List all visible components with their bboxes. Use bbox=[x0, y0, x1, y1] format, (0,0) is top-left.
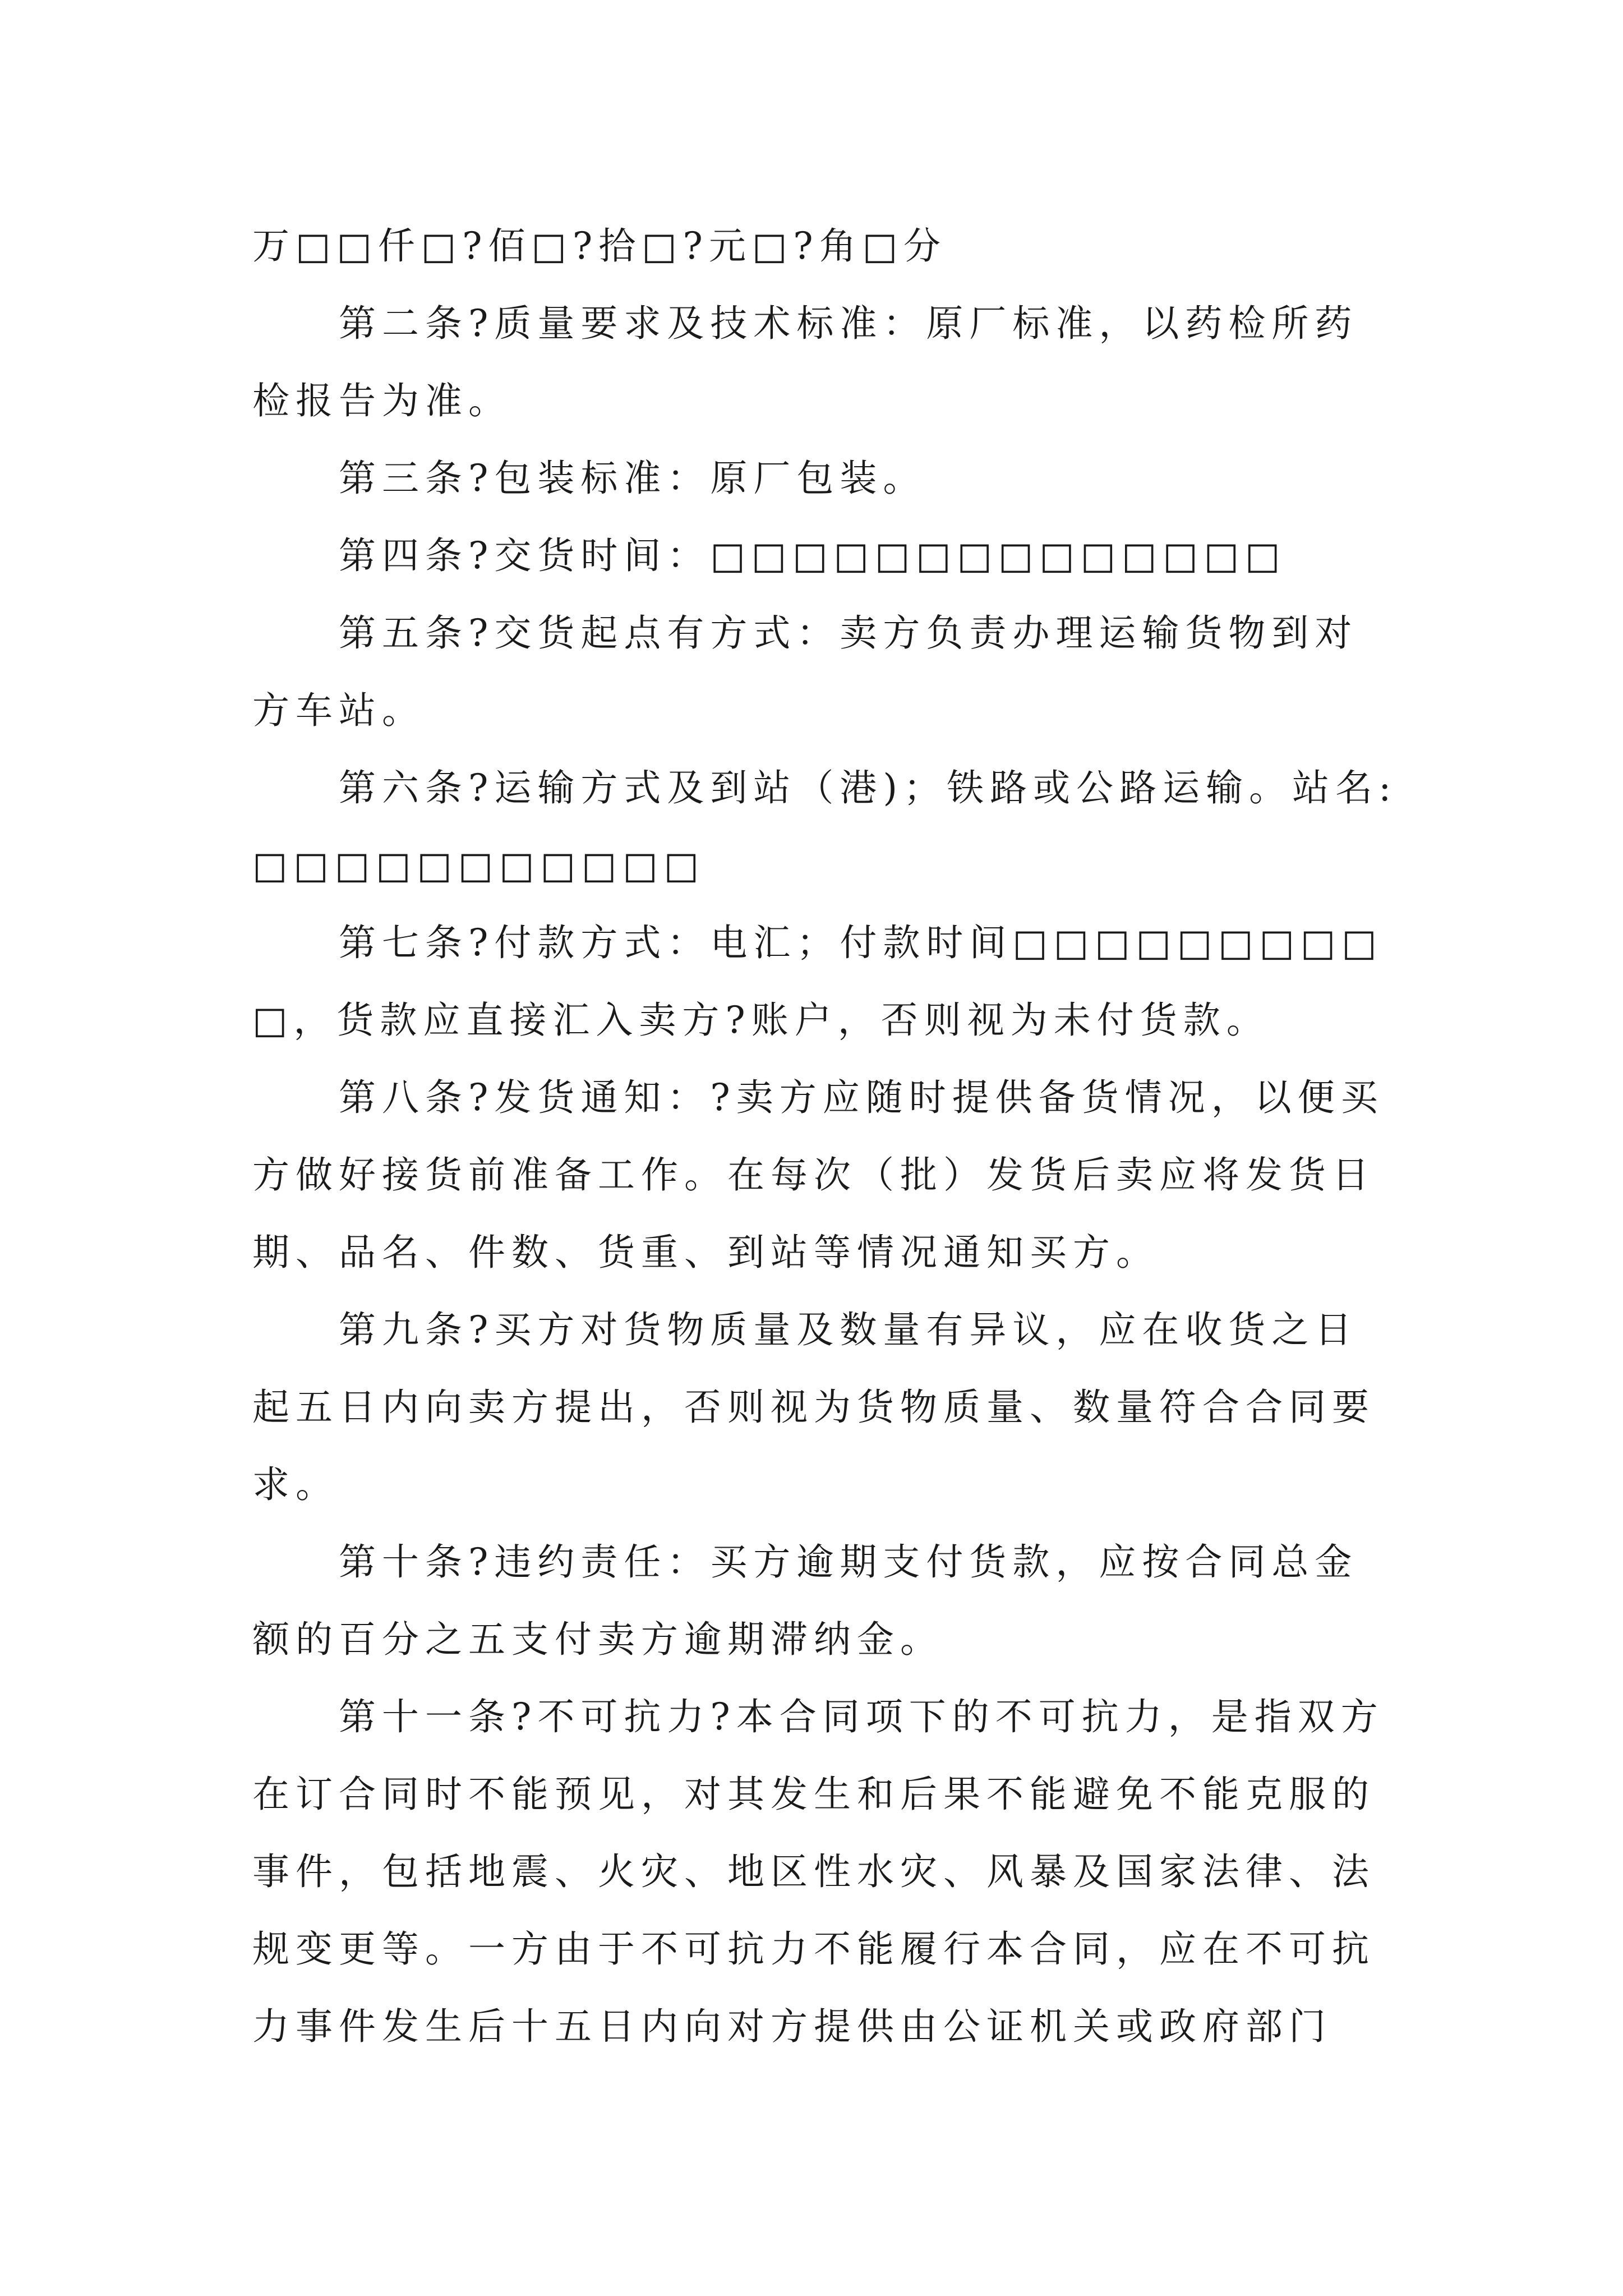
clause-10-line-1: 第十条?违约责任：买方逾期支付货款，应按合同总金 bbox=[339, 1540, 1358, 1584]
clause-7-line-1: 第七条?付款方式：电汇；付款时间□□□□□□□□□ bbox=[339, 921, 1383, 964]
clause-8-line-2: 方做好接货前准备工作。在每次（批）发货后卖应将发货日 bbox=[252, 1153, 1375, 1197]
clause-11-line-2: 在订合同时不能预见，对其发生和后果不能避免不能克服的 bbox=[252, 1773, 1375, 1816]
clause-9-line-1: 第九条?买方对货物质量及数量有异议，应在收货之日 bbox=[339, 1308, 1358, 1351]
clause-2-line-1: 第二条?质量要求及技术标准：原厂标准，以药检所药 bbox=[339, 302, 1358, 345]
clause-5-line-1: 第五条?交货起点有方式：卖方负责办理运输货物到对 bbox=[339, 611, 1358, 655]
clause-7-line-2: □，货款应直接汇入卖方?账户，否则视为未付货款。 bbox=[252, 999, 1270, 1042]
clause-2-line-2: 检报告为准。 bbox=[252, 379, 511, 422]
clause-6-line-2: □□□□□□□□□□□ bbox=[252, 844, 705, 887]
clause-10-line-2: 额的百分之五支付卖方逾期滞纳金。 bbox=[252, 1618, 943, 1661]
clause-11-line-5: 力事件发生后十五日内向对方提供由公证机关或政府部门 bbox=[252, 2005, 1332, 2048]
text-line-amount: 万□□仟□?佰□?拾□?元□?角□分 bbox=[252, 224, 947, 268]
clause-9-line-3: 求。 bbox=[252, 1463, 339, 1506]
clause-8-line-3: 期、品名、件数、货重、到站等情况通知买方。 bbox=[252, 1231, 1159, 1274]
clause-9-line-2: 起五日内向卖方提出，否则视为货物质量、数量符合合同要 bbox=[252, 1386, 1375, 1429]
clause-4-line-1: 第四条?交货时间：□□□□□□□□□□□□□□ bbox=[339, 534, 1287, 577]
document-body bbox=[252, 208, 1396, 2065]
clause-6-line-1: 第六条?运输方式及到站（港)；铁路或公路运输。站名: bbox=[339, 766, 1398, 809]
clause-11-line-4: 规变更等。一方由于不可抗力不能履行本合同，应在不可抗 bbox=[252, 1927, 1375, 1971]
clause-8-line-1: 第八条?发货通知：?卖方应随时提供备货情况，以便买 bbox=[339, 1076, 1384, 1119]
clause-5-line-2: 方车站。 bbox=[252, 689, 425, 732]
clause-3-line-1: 第三条?包装标准：原厂包装。 bbox=[339, 457, 926, 500]
clause-11-line-1: 第十一条?不可抗力?本合同项下的不可抗力，是指双方 bbox=[339, 1695, 1384, 1738]
clause-11-line-3: 事件，包括地震、火灾、地区性水灾、风暴及国家法律、法 bbox=[252, 1850, 1375, 1893]
